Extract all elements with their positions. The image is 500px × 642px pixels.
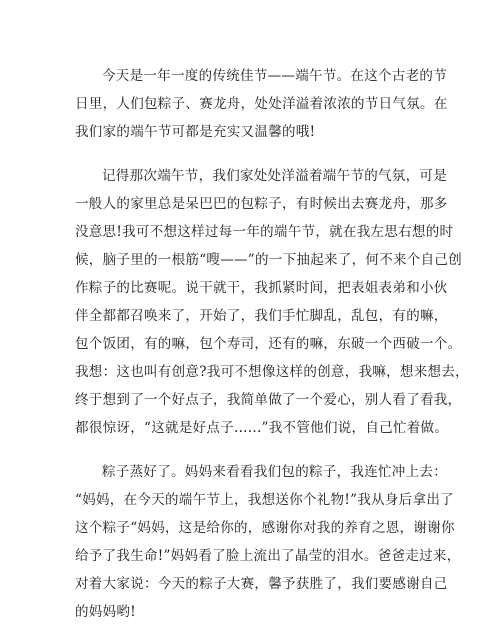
text-line: 都很惊讶，“这就是好点子......”我不管他们说，自己忙着做。 xyxy=(75,420,449,436)
text-line: 我想：这也叫有创意?我可不想像这样的创意，我嘛，想来想去， xyxy=(75,364,469,380)
paragraph-intro xyxy=(75,62,448,146)
text-line: 作粽子的比赛呢。说干就干，我抓紧时间，把表姐表弟和小伙 xyxy=(75,280,448,296)
paragraph-ending xyxy=(75,458,461,626)
text-line: 记得那次端午节，我们家处处洋溢着端午节的气氛，可是 xyxy=(102,168,447,184)
paragraph-story xyxy=(75,162,469,442)
text-line: 没意思!我可不想这样过每一年的端午节，就在我左思右想的时 xyxy=(75,224,454,240)
text-line: 终于想到了一个好点子，我简单做了一个爱心，别人看了看我， xyxy=(75,392,462,408)
text-line: 候，脑子里的一根筋“嗖——”的一下抽起来了，何不来个自己创 xyxy=(75,252,463,268)
text-line: 我们家的端午节可都是充实又温馨的哦! xyxy=(75,124,316,140)
text-line: “妈妈，在今天的端午节上，我想送你个礼物!”我从身后拿出了 xyxy=(75,492,454,508)
text-line: 粽子蒸好了。妈妈来看看我们包的粽子，我连忙冲上去： xyxy=(102,464,447,480)
text-line: 的妈妈哟! xyxy=(75,604,136,620)
text-line: 包个饭团，有的嘛，包个寿司，还有的嘛，东破一个西破一个。 xyxy=(75,336,462,352)
text-line: 对着大家说：今天的粽子大赛，馨予获胜了，我们要感谢自己 xyxy=(75,576,448,592)
text-line: 给予了我生命!”妈妈看了脸上流出了晶莹的泪水。爸爸走过来， xyxy=(75,548,461,564)
text-line: 这个粽子“妈妈，这是给你的，感谢你对我的养育之恩，谢谢你 xyxy=(75,520,455,536)
essay-body xyxy=(75,62,469,642)
text-line: 今天是一年一度的传统佳节——端午节。在这个古老的节 xyxy=(102,68,447,84)
text-line: 伴全都都召唤来了，开始了，我们手忙脚乱，乱包，有的嘛， xyxy=(75,308,448,324)
text-line: 一般人的家里总是呆巴巴的包粽子，有时候出去赛龙舟，那多 xyxy=(75,196,448,212)
text-line: 日里，人们包粽子、赛龙舟，处处洋溢着浓浓的节日气氛。在 xyxy=(75,96,448,112)
